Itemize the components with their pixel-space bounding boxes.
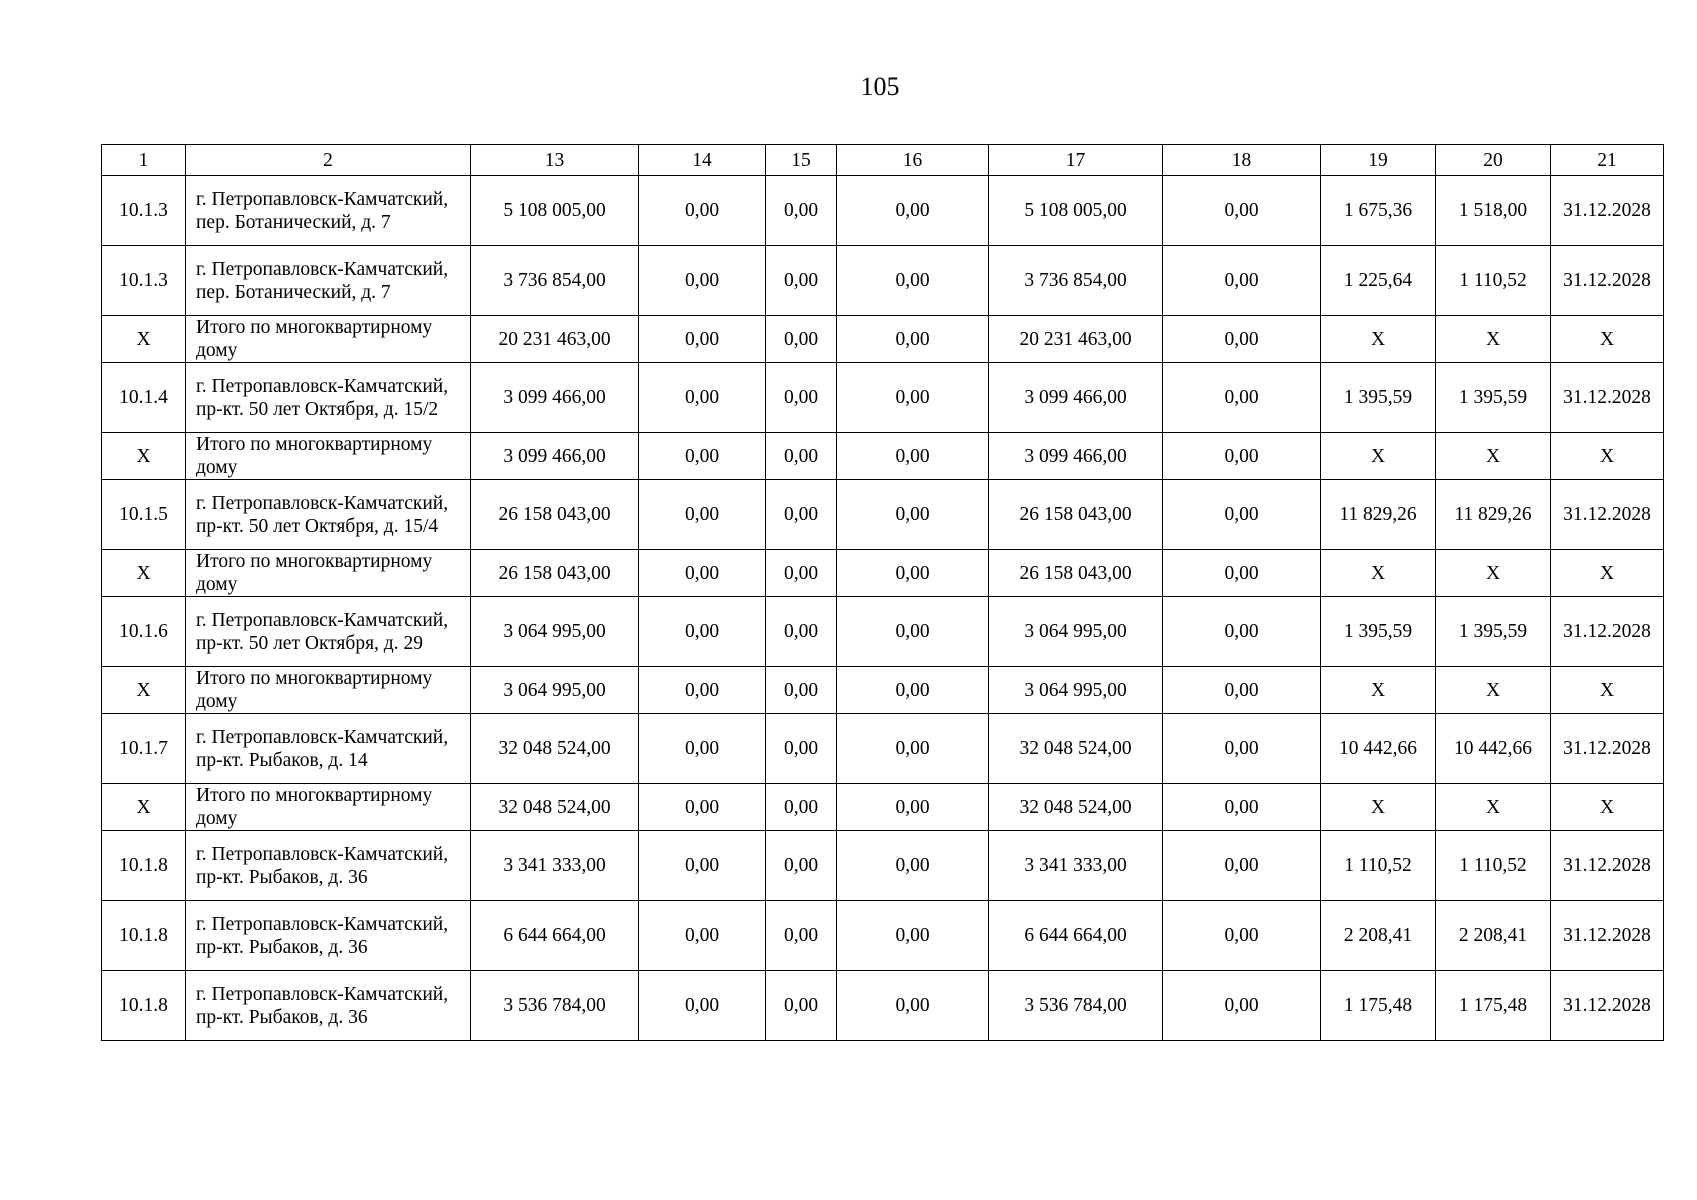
cell-address: г. Петропавловск-Камчатский, пр-кт. 50 лет Октября, д. 29 [186,597,471,667]
cell-col-20: 1 518,00 [1436,176,1551,246]
header-cell: 20 [1436,145,1551,176]
cell-col-21: 31.12.2028 [1551,597,1664,667]
cell-col-16: 0,00 [837,246,989,316]
cell-col-17: 3 064 995,00 [989,667,1163,714]
cell-col-15: 0,00 [766,971,837,1041]
table-body [102,176,1664,1041]
total-row [102,433,1664,480]
cell-col-21: Х [1551,784,1664,831]
cell-col-13: 26 158 043,00 [471,550,639,597]
cell-col-16: 0,00 [837,176,989,246]
cell-col-17: 3 064 995,00 [989,597,1163,667]
cell-row-number: 10.1.3 [102,176,186,246]
table-row [102,971,1664,1041]
table-row [102,246,1664,316]
cell-col-14: 0,00 [639,597,766,667]
cell-col-14: 0,00 [639,480,766,550]
cell-address: Итого по многоквартирному дому [186,550,471,597]
cell-col-15: 0,00 [766,363,837,433]
cell-col-20: Х [1436,433,1551,480]
cell-col-19: 1 395,59 [1321,363,1436,433]
cell-col-18: 0,00 [1163,667,1321,714]
cell-col-20: 2 208,41 [1436,901,1551,971]
cell-col-18: 0,00 [1163,433,1321,480]
total-row [102,550,1664,597]
header-row [102,145,1664,176]
cell-col-14: 0,00 [639,714,766,784]
cell-col-19: Х [1321,550,1436,597]
cell-col-19: 1 110,52 [1321,831,1436,901]
cell-col-15: 0,00 [766,433,837,480]
cell-col-20: Х [1436,316,1551,363]
cell-col-13: 3 099 466,00 [471,363,639,433]
cell-col-15: 0,00 [766,176,837,246]
cell-col-15: 0,00 [766,667,837,714]
cell-col-17: 26 158 043,00 [989,480,1163,550]
cell-col-14: 0,00 [639,246,766,316]
cell-col-20: 11 829,26 [1436,480,1551,550]
cell-col-19: Х [1321,316,1436,363]
cell-col-20: 10 442,66 [1436,714,1551,784]
cell-col-16: 0,00 [837,831,989,901]
cell-col-21: 31.12.2028 [1551,176,1664,246]
header-cell: 21 [1551,145,1664,176]
cell-col-20: 1 175,48 [1436,971,1551,1041]
cell-col-16: 0,00 [837,971,989,1041]
cell-row-number: 10.1.3 [102,246,186,316]
cell-row-number: 10.1.4 [102,363,186,433]
cell-row-number: 10.1.5 [102,480,186,550]
cell-row-number: Х [102,550,186,597]
cell-col-13: 6 644 664,00 [471,901,639,971]
cell-col-15: 0,00 [766,246,837,316]
cell-address: г. Петропавловск-Камчатский, пер. Ботанический, д. 7 [186,176,471,246]
table-row [102,480,1664,550]
cell-col-15: 0,00 [766,784,837,831]
cell-address: г. Петропавловск-Камчатский, пер. Ботанический, д. 7 [186,246,471,316]
cell-col-14: 0,00 [639,971,766,1041]
cell-col-18: 0,00 [1163,176,1321,246]
cell-col-19: 1 225,64 [1321,246,1436,316]
cell-row-number: 10.1.8 [102,971,186,1041]
cell-col-20: 1 110,52 [1436,831,1551,901]
cell-col-21: 31.12.2028 [1551,246,1664,316]
cell-col-21: 31.12.2028 [1551,363,1664,433]
header-cell: 2 [186,145,471,176]
cell-address: г. Петропавловск-Камчатский, пр-кт. Рыбаков, д. 36 [186,971,471,1041]
cell-col-16: 0,00 [837,550,989,597]
table-container [101,144,1664,1041]
header-cell: 14 [639,145,766,176]
table-row [102,363,1664,433]
cell-col-18: 0,00 [1163,363,1321,433]
header-cell: 13 [471,145,639,176]
cell-col-13: 32 048 524,00 [471,784,639,831]
cell-address: г. Петропавловск-Камчатский, пр-кт. Рыбаков, д. 36 [186,901,471,971]
table-row [102,597,1664,667]
cell-col-15: 0,00 [766,597,837,667]
cell-col-21: 31.12.2028 [1551,480,1664,550]
cell-col-18: 0,00 [1163,316,1321,363]
total-row [102,667,1664,714]
cell-col-18: 0,00 [1163,550,1321,597]
table-row [102,901,1664,971]
cell-col-21: Х [1551,667,1664,714]
cell-col-21: Х [1551,433,1664,480]
cell-row-number: Х [102,433,186,480]
table-row [102,831,1664,901]
cell-col-17: 3 099 466,00 [989,363,1163,433]
cell-col-14: 0,00 [639,784,766,831]
total-row [102,316,1664,363]
cell-col-21: 31.12.2028 [1551,831,1664,901]
cell-col-20: Х [1436,550,1551,597]
cell-col-13: 3 064 995,00 [471,597,639,667]
cell-col-13: 3 064 995,00 [471,667,639,714]
cell-col-16: 0,00 [837,901,989,971]
cell-col-17: 6 644 664,00 [989,901,1163,971]
cell-row-number: 10.1.8 [102,831,186,901]
cell-col-20: Х [1436,784,1551,831]
cell-col-20: 1 395,59 [1436,363,1551,433]
cell-address: Итого по многоквартирному дому [186,433,471,480]
cell-row-number: 10.1.6 [102,597,186,667]
cell-col-19: Х [1321,667,1436,714]
cell-col-19: 1 175,48 [1321,971,1436,1041]
header-cell: 15 [766,145,837,176]
cell-col-15: 0,00 [766,831,837,901]
cell-col-13: 26 158 043,00 [471,480,639,550]
cell-col-18: 0,00 [1163,831,1321,901]
cell-col-16: 0,00 [837,480,989,550]
data-table [101,144,1664,1041]
cell-col-21: Х [1551,316,1664,363]
header-cell: 18 [1163,145,1321,176]
cell-row-number: Х [102,784,186,831]
header-cell: 17 [989,145,1163,176]
cell-col-16: 0,00 [837,363,989,433]
cell-col-14: 0,00 [639,316,766,363]
cell-col-18: 0,00 [1163,597,1321,667]
cell-address: Итого по многоквартирному дому [186,784,471,831]
cell-address: Итого по многоквартирному дому [186,316,471,363]
page-number: 105 [860,72,900,101]
cell-col-16: 0,00 [837,316,989,363]
cell-col-14: 0,00 [639,363,766,433]
cell-col-14: 0,00 [639,831,766,901]
cell-row-number: Х [102,316,186,363]
cell-col-16: 0,00 [837,597,989,667]
table-header [102,145,1664,176]
cell-col-16: 0,00 [837,784,989,831]
cell-col-17: 32 048 524,00 [989,784,1163,831]
cell-address: г. Петропавловск-Камчатский, пр-кт. 50 лет Октября, д. 15/2 [186,363,471,433]
total-row [102,784,1664,831]
cell-col-17: 26 158 043,00 [989,550,1163,597]
cell-col-20: 1 395,59 [1436,597,1551,667]
cell-col-17: 3 099 466,00 [989,433,1163,480]
cell-col-20: 1 110,52 [1436,246,1551,316]
cell-col-17: 20 231 463,00 [989,316,1163,363]
cell-col-15: 0,00 [766,901,837,971]
cell-col-14: 0,00 [639,176,766,246]
cell-col-19: 11 829,26 [1321,480,1436,550]
cell-col-21: 31.12.2028 [1551,971,1664,1041]
cell-col-15: 0,00 [766,480,837,550]
cell-col-17: 3 736 854,00 [989,246,1163,316]
cell-col-16: 0,00 [837,714,989,784]
cell-col-18: 0,00 [1163,480,1321,550]
cell-col-18: 0,00 [1163,971,1321,1041]
cell-col-19: 10 442,66 [1321,714,1436,784]
cell-col-13: 20 231 463,00 [471,316,639,363]
table-row [102,714,1664,784]
header-cell: 16 [837,145,989,176]
cell-col-19: Х [1321,433,1436,480]
cell-col-13: 32 048 524,00 [471,714,639,784]
cell-col-15: 0,00 [766,714,837,784]
cell-col-17: 32 048 524,00 [989,714,1163,784]
cell-col-19: 1 395,59 [1321,597,1436,667]
cell-col-14: 0,00 [639,667,766,714]
cell-col-18: 0,00 [1163,901,1321,971]
cell-col-19: Х [1321,784,1436,831]
header-cell: 1 [102,145,186,176]
cell-col-21: Х [1551,550,1664,597]
cell-col-13: 3 736 854,00 [471,246,639,316]
header-cell: 19 [1321,145,1436,176]
cell-row-number: Х [102,667,186,714]
cell-col-16: 0,00 [837,433,989,480]
cell-col-14: 0,00 [639,901,766,971]
cell-address: г. Петропавловск-Камчатский, пр-кт. 50 лет Октября, д. 15/4 [186,480,471,550]
cell-col-13: 3 536 784,00 [471,971,639,1041]
cell-address: г. Петропавловск-Камчатский, пр-кт. Рыбаков, д. 36 [186,831,471,901]
cell-col-17: 3 536 784,00 [989,971,1163,1041]
cell-col-16: 0,00 [837,667,989,714]
cell-row-number: 10.1.7 [102,714,186,784]
cell-col-17: 5 108 005,00 [989,176,1163,246]
cell-col-20: Х [1436,667,1551,714]
cell-col-17: 3 341 333,00 [989,831,1163,901]
cell-col-18: 0,00 [1163,714,1321,784]
cell-col-18: 0,00 [1163,246,1321,316]
cell-col-19: 2 208,41 [1321,901,1436,971]
cell-address: г. Петропавловск-Камчатский, пр-кт. Рыбаков, д. 14 [186,714,471,784]
cell-col-14: 0,00 [639,433,766,480]
cell-col-13: 3 099 466,00 [471,433,639,480]
cell-col-15: 0,00 [766,316,837,363]
cell-col-21: 31.12.2028 [1551,714,1664,784]
cell-row-number: 10.1.8 [102,901,186,971]
cell-address: Итого по многоквартирному дому [186,667,471,714]
cell-col-13: 5 108 005,00 [471,176,639,246]
cell-col-13: 3 341 333,00 [471,831,639,901]
cell-col-19: 1 675,36 [1321,176,1436,246]
cell-col-14: 0,00 [639,550,766,597]
table-row [102,176,1664,246]
cell-col-15: 0,00 [766,550,837,597]
cell-col-21: 31.12.2028 [1551,901,1664,971]
cell-col-18: 0,00 [1163,784,1321,831]
